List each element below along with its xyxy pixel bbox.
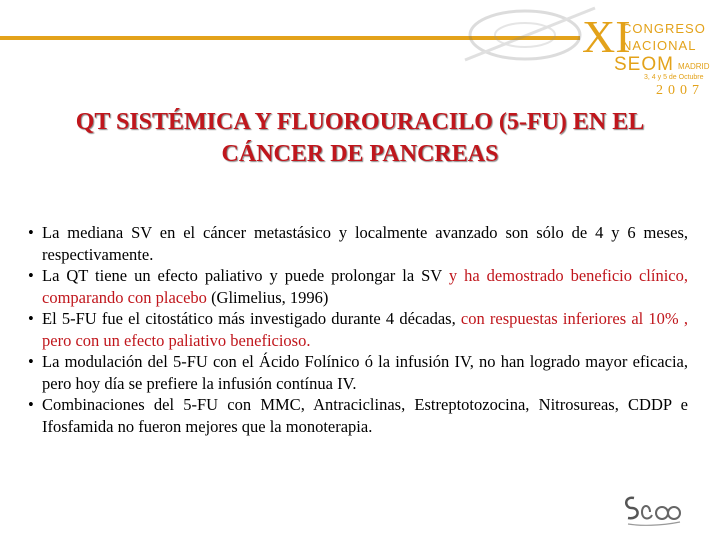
logo-numeral: XI <box>582 11 631 62</box>
logo-dates: 3, 4 y 5 de Octubre <box>644 74 704 81</box>
logo-year: 2007 <box>656 83 704 98</box>
bullet-marker: • <box>28 352 34 371</box>
bullet-marker: • <box>28 309 34 328</box>
bullet-highlight: con respuestas inferiores al 10% , pero con un efecto paliativo beneficioso. <box>42 309 688 350</box>
bullet-item <box>28 308 688 351</box>
bullet-highlight: y ha demostrado beneficio clínico, comparando con placebo <box>42 266 688 307</box>
bullet-marker: • <box>28 395 34 414</box>
title-line-1: QT SISTÉMICA Y FLUOROURACILO (5-FU) EN EL <box>75 109 645 135</box>
slide-title <box>0 106 720 170</box>
bullet-text: La mediana SV en el cáncer metastásico y localmente avanzado son sólo de 4 y 6 meses, respectivamente. <box>42 223 688 264</box>
bullet-item <box>28 394 688 437</box>
bullet-item <box>28 351 688 394</box>
bullet-text: El 5-FU fue el citostático más investigado durante 4 décadas, <box>42 309 461 328</box>
logo-line-nacional: NACIONAL <box>622 38 697 53</box>
title-line-2: CÁNCER DE PANCREAS <box>221 141 499 167</box>
bullet-text: Combinaciones del 5-FU con MMC, Antraciclinas, Estreptotozocina, Nitrosureas, CDDP e Ifosfamida no fueron mejores que la monoterapia. <box>42 395 688 436</box>
congress-logo <box>582 11 714 100</box>
bullet-text: La QT tiene un efecto paliativo y puede prolongar la SV <box>42 266 449 285</box>
bullet-text: La modulación del 5-FU con el Ácido Folínico ó la infusión IV, no han logrado mayor eficacia, pero hoy día se prefiere la infusión contínua IV. <box>42 352 688 393</box>
bullet-marker: • <box>28 266 34 285</box>
bullet-list <box>28 222 688 437</box>
bullet-item <box>28 222 688 265</box>
bullet-marker: • <box>28 223 34 242</box>
bullet-text-citation: (Glimelius, 1996) <box>206 287 329 307</box>
bullet-item <box>28 265 688 308</box>
logo-line-congreso: CONGRESO <box>622 21 706 36</box>
logo-city: MADRID <box>678 62 710 71</box>
logo-org: SEOM <box>614 54 674 75</box>
seom-footer-logo-icon <box>620 488 688 528</box>
